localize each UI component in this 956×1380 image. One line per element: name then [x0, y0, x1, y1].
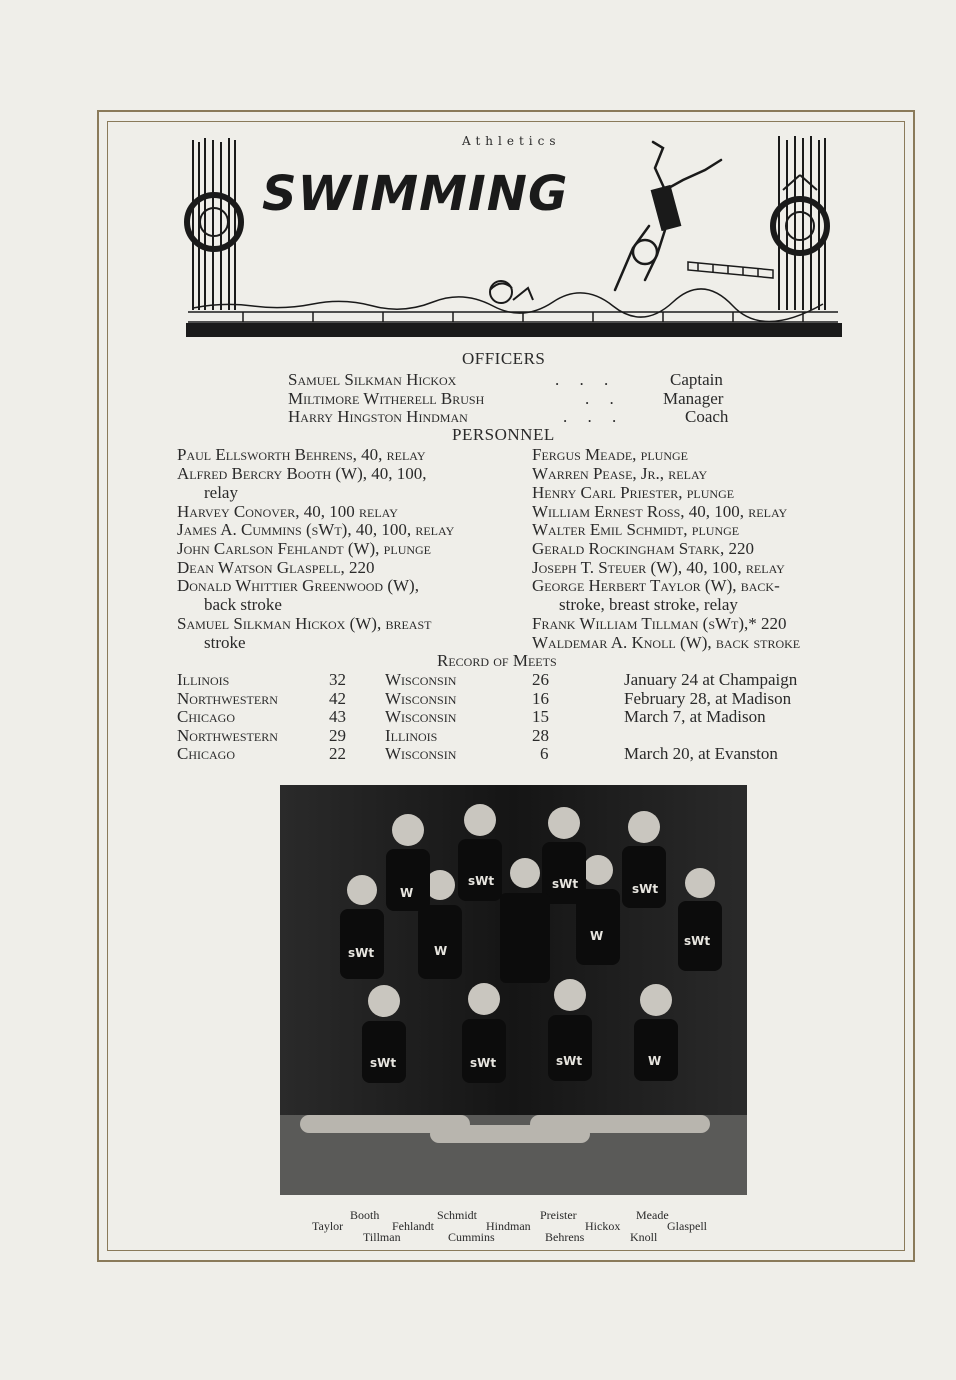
personnel-entry: Gerald Rockingham Stark, 220 — [532, 539, 754, 558]
svg-text:sWt: sWt — [470, 1056, 497, 1070]
meet-opponent: Chicago — [177, 744, 236, 763]
meet-opponent-score: 22 — [329, 744, 346, 763]
left-pillar-icon — [187, 138, 241, 310]
meet-opponent: Chicago — [177, 707, 236, 726]
personnel-entry: Dean Watson Glaspell, 220 — [177, 558, 375, 577]
pool-base-bar — [186, 323, 842, 337]
svg-text:W: W — [590, 929, 604, 943]
personnel-entry: Walter Emil Schmidt, plunge — [532, 520, 740, 539]
caption-name: Knoll — [630, 1230, 658, 1244]
leader-dots: . . . — [555, 370, 617, 389]
meet-team: Wisconsin — [385, 670, 457, 689]
svg-text:W: W — [400, 886, 414, 900]
caption-name: Meade — [636, 1208, 669, 1222]
record-heading: Record of Meets — [437, 651, 557, 670]
team-photo — [280, 785, 747, 1195]
meet-team: Illinois — [385, 726, 438, 745]
svg-text:sWt: sWt — [684, 934, 711, 948]
meet-opponent-score: 32 — [329, 670, 346, 689]
caption-name: Schmidt — [437, 1208, 478, 1222]
personnel-entry: Samuel Silkman Hickox (W), breast — [177, 614, 432, 633]
caption-name: Hickox — [585, 1219, 621, 1233]
personnel-entry: relay — [204, 483, 238, 502]
officer-role: Manager — [663, 389, 724, 408]
personnel-entry: Frank William Tillman (sWt),* 220 — [532, 614, 787, 633]
personnel-heading: PERSONNEL — [452, 425, 555, 444]
personnel-entry: Paul Ellsworth Behrens, 40, relay — [177, 445, 426, 464]
meet-opponent-score: 42 — [329, 689, 346, 708]
officer-name: Samuel Silkman Hickox — [288, 370, 457, 389]
caption-name: Hindman — [486, 1219, 531, 1233]
meet-team: Wisconsin — [385, 744, 457, 763]
meet-date: March 7, at Madison — [624, 707, 766, 726]
page-title: SWIMMING — [262, 166, 569, 222]
right-pillar-icon — [773, 136, 827, 310]
team-photo-figures — [280, 785, 747, 1195]
personnel-entry: Warren Pease, Jr., relay — [532, 464, 708, 483]
svg-text:sWt: sWt — [632, 882, 659, 896]
caption-name: Tillman — [363, 1230, 401, 1244]
svg-text:sWt: sWt — [468, 874, 495, 888]
officer-name: Miltimore Witherell Brush — [288, 389, 485, 408]
caption-name: Preister — [540, 1208, 577, 1222]
personnel-entry: Alfred Bercry Booth (W), 40, 100, — [177, 464, 427, 483]
section-kicker: Athletics — [462, 134, 561, 148]
meet-date: March 20, at Evanston — [624, 744, 778, 763]
svg-text:sWt: sWt — [370, 1056, 397, 1070]
diving-board-icon — [688, 262, 773, 278]
caption-name: Glaspell — [667, 1219, 707, 1233]
meet-team-score: 15 — [532, 707, 549, 726]
meet-date: February 28, at Madison — [624, 689, 792, 708]
caption-name: Cummins — [448, 1230, 495, 1244]
personnel-entry: James A. Cummins (sWt), 40, 100, relay — [177, 520, 455, 539]
officer-role: Coach — [685, 407, 729, 426]
leader-dots: . . . — [563, 407, 625, 426]
personnel-entry: Waldemar A. Knoll (W), back stroke — [532, 633, 801, 652]
meet-opponent: Illinois — [177, 670, 230, 689]
leader-dots: . . — [585, 389, 622, 408]
svg-text:W: W — [434, 944, 448, 958]
caption-name: Fehlandt — [392, 1219, 434, 1233]
meet-opponent-score: 29 — [329, 726, 346, 745]
meet-team-score: 6 — [540, 744, 549, 763]
svg-text:W: W — [648, 1054, 662, 1068]
caption-name: Taylor — [312, 1219, 344, 1233]
meet-team: Wisconsin — [385, 707, 457, 726]
personnel-entry: John Carlson Fehlandt (W), plunge — [177, 539, 432, 558]
svg-text:sWt: sWt — [556, 1054, 583, 1068]
meet-opponent: Northwestern — [177, 689, 278, 708]
meet-date: January 24 at Champaign — [624, 670, 798, 689]
svg-text:sWt: sWt — [552, 877, 579, 891]
meet-team: Wisconsin — [385, 689, 457, 708]
meet-team-score: 28 — [532, 726, 549, 745]
diver-figure-icon — [615, 142, 721, 290]
meet-opponent-score: 43 — [329, 707, 346, 726]
personnel-entry: George Herbert Taylor (W), back- — [532, 576, 780, 595]
svg-text:sWt: sWt — [348, 946, 375, 960]
swimmer-head-icon — [490, 281, 533, 303]
officers-heading: OFFICERS — [462, 349, 546, 368]
meet-team-score: 16 — [532, 689, 549, 708]
caption-name: Booth — [350, 1208, 380, 1222]
personnel-entry: Donald Whittier Greenwood (W), — [177, 576, 419, 595]
personnel-entry: Joseph T. Steuer (W), 40, 100, relay — [532, 558, 785, 577]
personnel-entry: stroke, breast stroke, relay — [559, 595, 738, 614]
meet-team-score: 26 — [532, 670, 549, 689]
officer-role: Captain — [670, 370, 723, 389]
personnel-entry: Henry Carl Priester, plunge — [532, 483, 735, 502]
pool-water-icon — [188, 289, 838, 322]
swimming-banner-illustration — [183, 130, 845, 342]
meet-opponent: Northwestern — [177, 726, 278, 745]
personnel-entry: Harvey Conover, 40, 100 relay — [177, 502, 398, 521]
officer-name: Harry Hingston Hindman — [288, 407, 468, 426]
personnel-entry: back stroke — [204, 595, 282, 614]
personnel-entry: William Ernest Ross, 40, 100, relay — [532, 502, 788, 521]
personnel-entry: stroke — [204, 633, 246, 652]
personnel-entry: Fergus Meade, plunge — [532, 445, 688, 464]
caption-name: Behrens — [545, 1230, 585, 1244]
